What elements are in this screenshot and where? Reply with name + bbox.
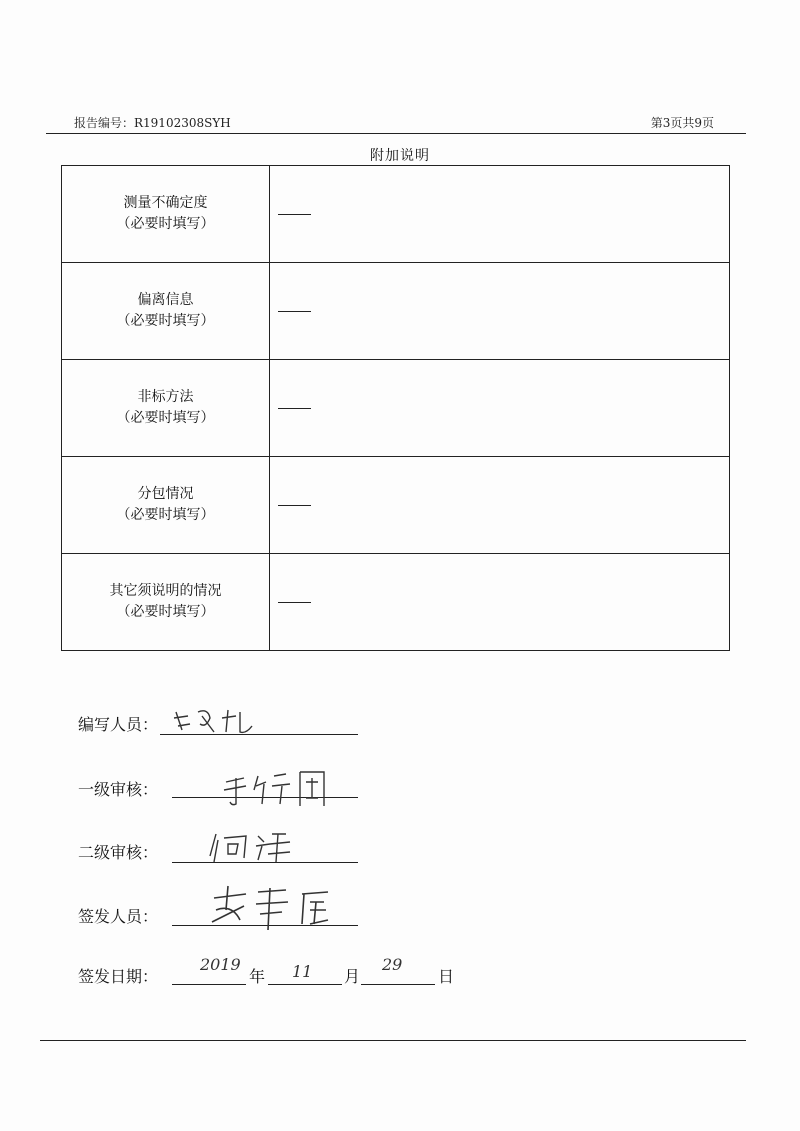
month-line — [268, 984, 342, 985]
report-number: 报告编号：R19102308SYH — [74, 116, 231, 130]
row-note: （必要时填写） — [116, 604, 215, 620]
additional-info-table — [61, 165, 730, 651]
table-row — [62, 360, 729, 457]
year-line — [172, 984, 246, 985]
review2-signature — [206, 826, 296, 866]
row-label: 非标方法 — [137, 389, 194, 405]
section-title: 附加说明 — [370, 148, 430, 164]
year-unit: 年 — [249, 967, 266, 986]
row-label: 其它须说明的情况 — [109, 583, 222, 599]
row-note: （必要时填写） — [116, 216, 215, 232]
empty-dash — [278, 408, 311, 409]
empty-dash — [278, 505, 311, 506]
empty-dash — [278, 602, 311, 603]
empty-dash — [278, 214, 311, 215]
row-label: 测量不确定度 — [123, 195, 208, 211]
header-divider — [46, 133, 746, 134]
issuer-signature — [206, 880, 336, 936]
row-label-cell — [62, 263, 270, 359]
row-value-cell — [270, 457, 729, 553]
table-row — [62, 166, 729, 263]
day-value: 29 — [382, 955, 403, 974]
table-row — [62, 457, 729, 554]
empty-dash — [278, 311, 311, 312]
review1-signature — [220, 764, 340, 810]
row-label-cell — [62, 360, 270, 456]
writer-signature — [170, 702, 280, 738]
row-value-cell — [270, 263, 729, 359]
year-value: 2019 — [200, 955, 241, 974]
page-number: 第3页共9页 — [650, 116, 714, 130]
review2-label: 二级审核： — [78, 843, 159, 862]
footer-divider — [40, 1040, 746, 1041]
table-row — [62, 263, 729, 360]
row-value-cell — [270, 360, 729, 456]
row-label-cell — [62, 166, 270, 262]
day-line — [361, 984, 435, 985]
row-note: （必要时填写） — [116, 313, 215, 329]
row-note: （必要时填写） — [116, 507, 215, 523]
month-value: 11 — [292, 962, 313, 981]
row-value-cell — [270, 166, 729, 262]
row-label: 分包情况 — [137, 486, 194, 502]
month-unit: 月 — [344, 967, 361, 986]
issuer-label: 签发人员： — [78, 907, 159, 926]
issue-date-label: 签发日期： — [78, 967, 159, 986]
writer-label: 编写人员： — [78, 715, 159, 734]
row-label-cell — [62, 457, 270, 553]
review1-label: 一级审核： — [78, 780, 159, 799]
row-value-cell — [270, 554, 729, 650]
table-row — [62, 554, 729, 651]
row-label: 偏离信息 — [137, 292, 194, 308]
row-label-cell — [62, 554, 270, 650]
day-unit: 日 — [438, 967, 455, 986]
row-note: （必要时填写） — [116, 410, 215, 426]
